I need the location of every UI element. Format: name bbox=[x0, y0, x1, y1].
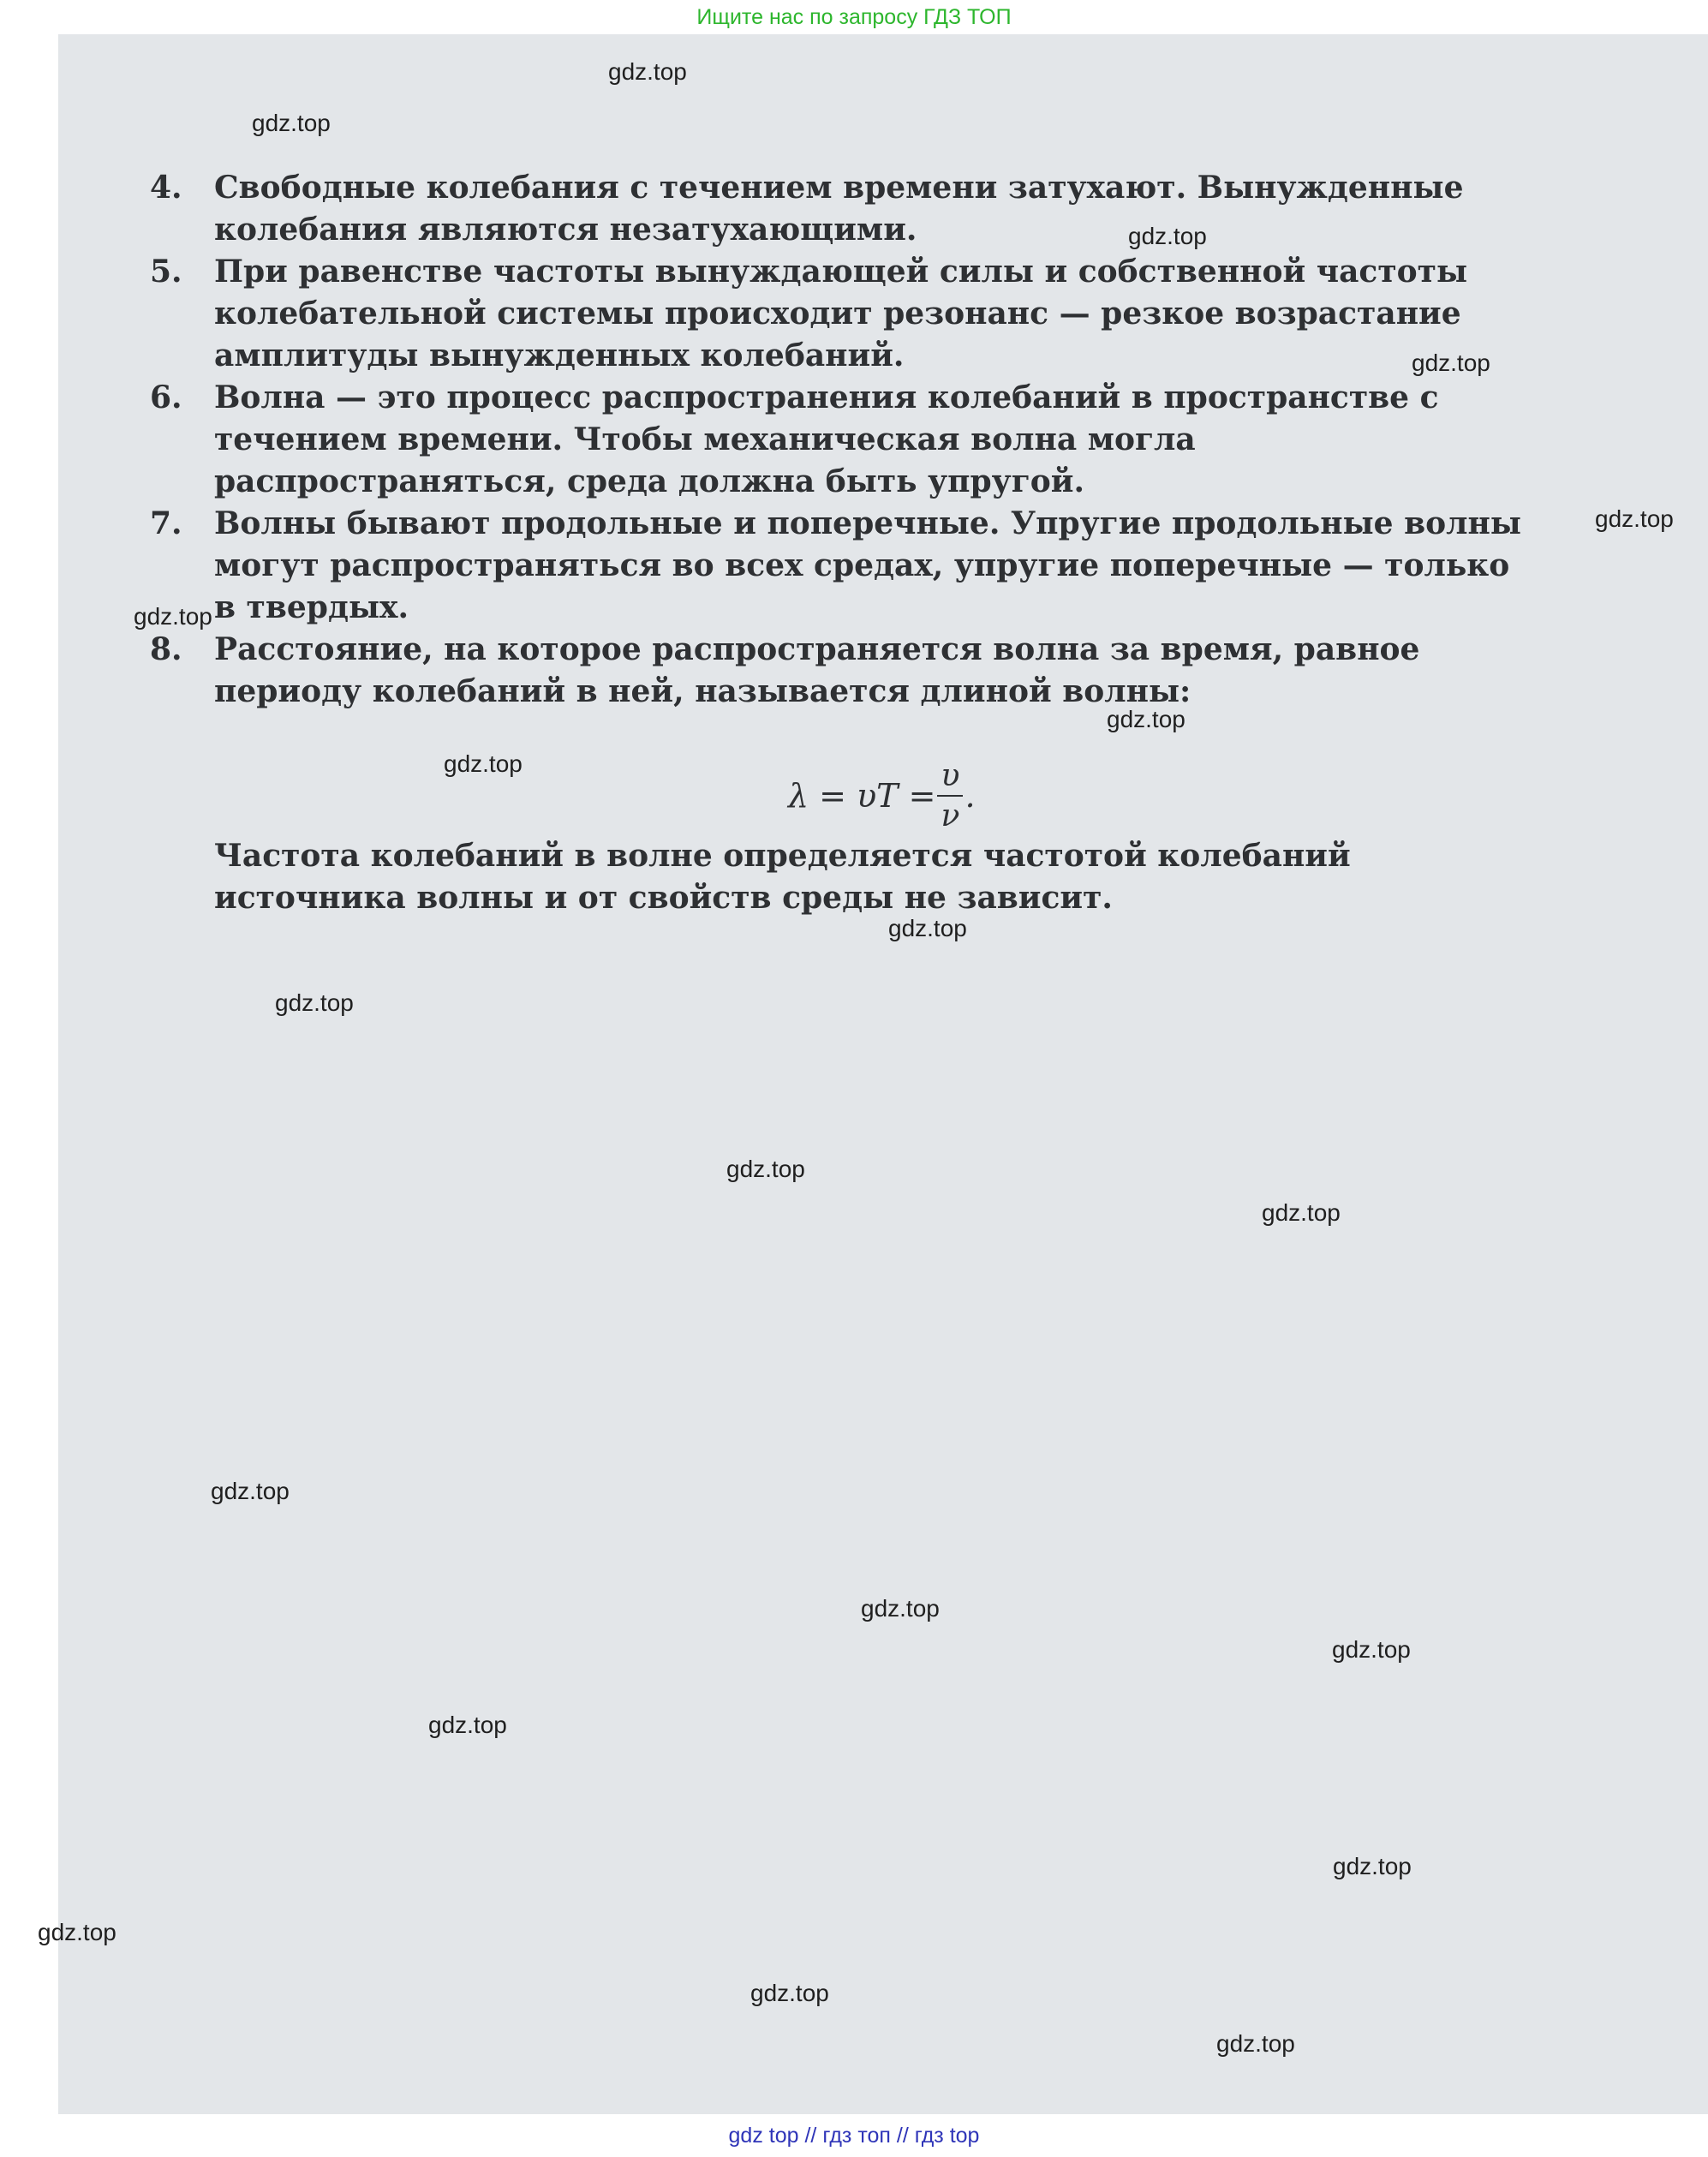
list-item-6 bbox=[150, 377, 1533, 503]
watermark: gdz.top bbox=[211, 1478, 290, 1504]
watermark: gdz.top bbox=[1262, 1199, 1341, 1226]
watermark: gdz.top bbox=[861, 1595, 940, 1622]
watermark: gdz.top bbox=[1107, 706, 1185, 732]
watermark: gdz.top bbox=[428, 1712, 507, 1738]
wavelength-formula bbox=[788, 758, 976, 834]
formula-denominator: ν bbox=[941, 798, 960, 834]
formula-end: . bbox=[964, 777, 976, 815]
watermark: gdz.top bbox=[608, 58, 687, 85]
watermark: gdz.top bbox=[1333, 1853, 1412, 1879]
watermark: gdz.top bbox=[1216, 2030, 1295, 2057]
formula-numerator: υ bbox=[941, 758, 960, 793]
watermark: gdz.top bbox=[38, 1919, 116, 1945]
watermark: gdz.top bbox=[444, 750, 523, 777]
watermark: gdz.top bbox=[1595, 505, 1674, 532]
watermark: gdz.top bbox=[1128, 223, 1207, 249]
list-item-4 bbox=[150, 167, 1533, 251]
item-number: 8. bbox=[150, 631, 182, 667]
item-text: При равенстве частоты вынуждающей силы и собственной частоты колебательной системы происходит резонанс — резкое возрастание амплитуды вынужденных колебаний. bbox=[214, 254, 1468, 373]
watermark: gdz.top bbox=[275, 989, 354, 1016]
item-text: Свободные колебания с течением времени затухают. Вынужденные колебания являются незатухающими. bbox=[214, 170, 1464, 248]
footer-links[interactable]: gdz top // гдз топ // гдз top bbox=[728, 2124, 980, 2148]
item-number: 4. bbox=[150, 170, 182, 206]
item-text: Волны бывают продольные и поперечные. Упругие продольные волны могут распространяться во всех средах, упругие поперечные — только в твердых. bbox=[214, 505, 1521, 625]
list-item-8 bbox=[150, 629, 1533, 713]
item-number: 7. bbox=[150, 505, 182, 541]
watermark: gdz.top bbox=[1412, 350, 1490, 376]
watermark: gdz.top bbox=[750, 1980, 829, 2006]
watermark: gdz.top bbox=[888, 915, 967, 941]
watermark: gdz.top bbox=[1332, 1636, 1411, 1663]
formula-fraction bbox=[937, 758, 963, 834]
item-number: 6. bbox=[150, 379, 182, 415]
watermark: gdz.top bbox=[134, 603, 212, 630]
list-item-5 bbox=[150, 251, 1533, 377]
item-text: Волна — это процесс распространения колебаний в пространстве с течением времени. Чтобы механическая волна могла распространяться, среда должна быть упругой. bbox=[214, 379, 1439, 499]
item-text: Расстояние, на которое распространяется волна за время, равное периоду колебаний в ней, называется длиной волны: bbox=[214, 631, 1420, 709]
watermark: gdz.top bbox=[726, 1156, 805, 1182]
fraction-bar bbox=[937, 795, 963, 797]
formula-lhs: λ = υT = bbox=[788, 777, 936, 815]
watermark: gdz.top bbox=[252, 110, 331, 136]
item-number: 5. bbox=[150, 254, 182, 290]
closing-paragraph: Частота колебаний в волне определяется частотой колебаний источника волны и от свойств среды не зависит. bbox=[214, 838, 1351, 916]
top-banner[interactable]: Ищите нас по запросу ГДЗ ТОП bbox=[696, 5, 1012, 29]
